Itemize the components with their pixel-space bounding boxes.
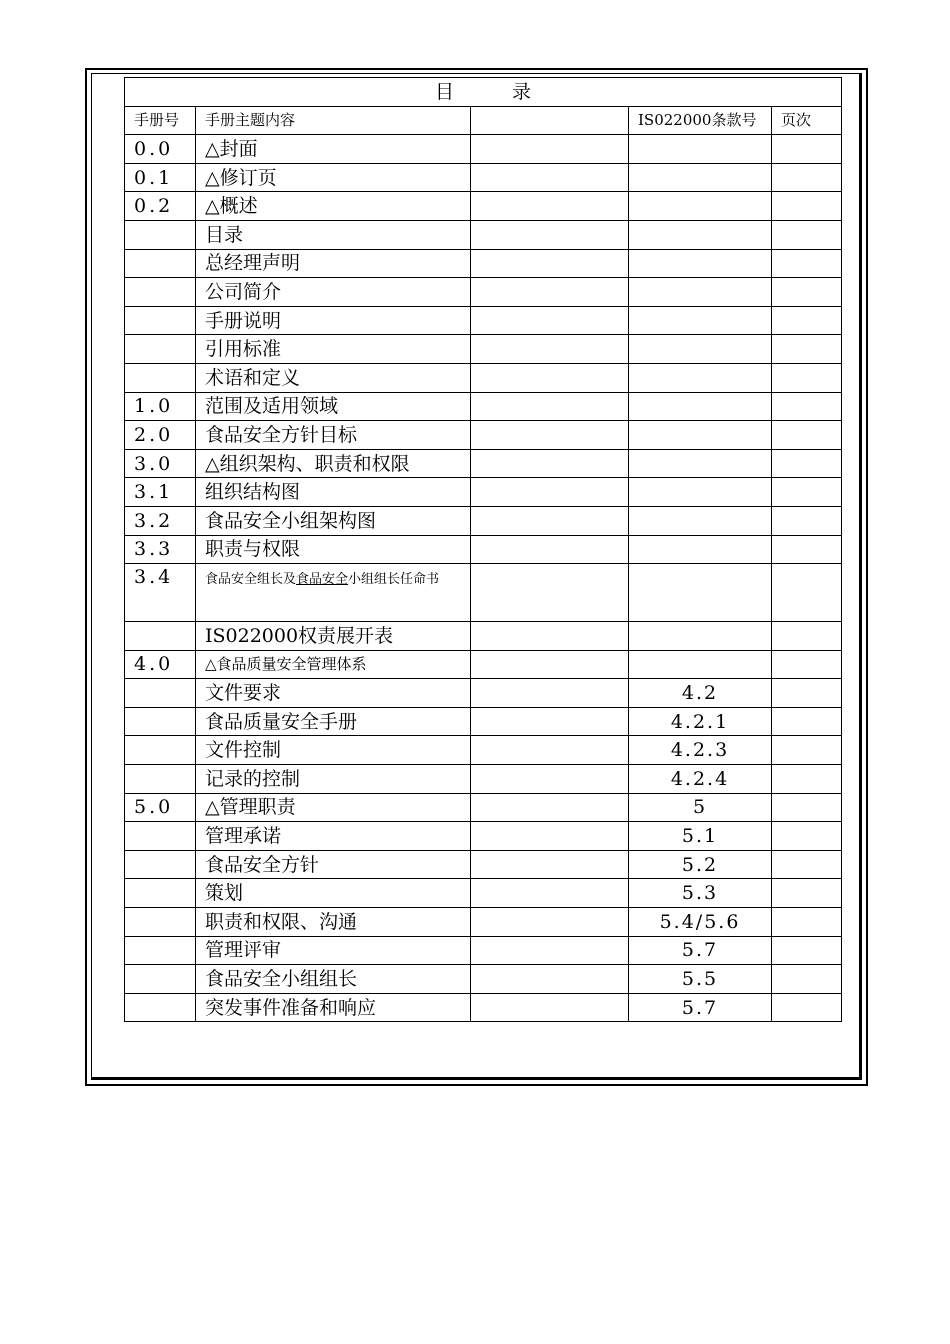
table-row <box>125 192 842 221</box>
row-page <box>772 306 842 335</box>
row-topic: 管理评审 <box>196 936 471 965</box>
row-number: 5.0 <box>125 793 196 822</box>
row-number <box>125 335 196 364</box>
row-topic: 职责与权限 <box>196 535 471 564</box>
row-number <box>125 363 196 392</box>
row-clause: 4.2 <box>629 679 772 708</box>
row-clause <box>629 421 772 450</box>
row-topic: 文件控制 <box>196 736 471 765</box>
title-char-1: 目 <box>434 80 454 103</box>
table-row <box>125 363 842 392</box>
row-clause: 5.3 <box>629 879 772 908</box>
table-row <box>125 793 842 822</box>
table-row <box>125 879 842 908</box>
row-page <box>772 535 842 564</box>
table-row <box>125 135 842 164</box>
table-row <box>125 478 842 507</box>
row-topic: 范围及适用领域 <box>196 392 471 421</box>
row-page <box>772 249 842 278</box>
row-clause: 4.2.3 <box>629 736 772 765</box>
row-page <box>772 908 842 937</box>
table-row <box>125 908 842 937</box>
header-no: 手册号 <box>125 106 196 135</box>
row-blank <box>471 736 629 765</box>
row-blank <box>471 363 629 392</box>
row-page <box>772 478 842 507</box>
row-clause <box>629 135 772 164</box>
row-clause: 5.4/5.6 <box>629 908 772 937</box>
table-row <box>125 822 842 851</box>
table-row <box>125 993 842 1022</box>
table-row <box>125 679 842 708</box>
row-topic: 总经理声明 <box>196 249 471 278</box>
row-blank <box>471 506 629 535</box>
row-blank <box>471 793 629 822</box>
table-row <box>125 421 842 450</box>
table-row <box>125 163 842 192</box>
row-blank <box>471 535 629 564</box>
table-row <box>125 622 842 651</box>
row-blank <box>471 220 629 249</box>
table-row <box>125 506 842 535</box>
header-clause: IS022000条款号 <box>629 106 772 135</box>
row-number <box>125 765 196 794</box>
row-topic: △管理职责 <box>196 793 471 822</box>
row-page <box>772 765 842 794</box>
row-number: 0.2 <box>125 192 196 221</box>
table-row <box>125 449 842 478</box>
row-blank <box>471 965 629 994</box>
row-blank <box>471 650 629 679</box>
topic-part-underlined: 食品安全 <box>296 572 349 588</box>
row-number <box>125 679 196 708</box>
table-row <box>125 736 842 765</box>
row-page <box>772 793 842 822</box>
row-number: 3.3 <box>125 535 196 564</box>
row-blank <box>471 306 629 335</box>
row-topic: 食品质量安全手册 <box>196 707 471 736</box>
row-page <box>772 421 842 450</box>
header-blank <box>471 106 629 135</box>
row-page <box>772 506 842 535</box>
row-clause <box>629 306 772 335</box>
row-page <box>772 650 842 679</box>
row-page <box>772 163 842 192</box>
row-clause <box>629 564 772 622</box>
row-number: 4.0 <box>125 650 196 679</box>
table-row <box>125 220 842 249</box>
row-clause <box>629 192 772 221</box>
header-page: 页次 <box>772 106 842 135</box>
row-blank <box>471 478 629 507</box>
row-page <box>772 850 842 879</box>
row-blank <box>471 908 629 937</box>
row-number <box>125 622 196 651</box>
row-topic: 目录 <box>196 220 471 249</box>
row-page <box>772 736 842 765</box>
row-blank <box>471 993 629 1022</box>
row-clause <box>629 478 772 507</box>
row-blank <box>471 135 629 164</box>
table-row <box>125 765 842 794</box>
row-topic: △概述 <box>196 192 471 221</box>
table-row <box>125 707 842 736</box>
row-topic: △食品质量安全管理体系 <box>196 650 471 679</box>
row-blank <box>471 622 629 651</box>
row-page <box>772 822 842 851</box>
row-topic: 食品安全方针 <box>196 850 471 879</box>
row-page <box>772 192 842 221</box>
row-clause <box>629 335 772 364</box>
row-blank <box>471 392 629 421</box>
row-clause <box>629 363 772 392</box>
row-number <box>125 936 196 965</box>
row-page <box>772 879 842 908</box>
row-topic: 职责和权限、沟通 <box>196 908 471 937</box>
row-number <box>125 993 196 1022</box>
row-clause: 4.2.4 <box>629 765 772 794</box>
row-blank <box>471 421 629 450</box>
table-row <box>125 850 842 879</box>
row-clause <box>629 249 772 278</box>
row-number: 2.0 <box>125 421 196 450</box>
row-topic: △组织架构、职责和权限 <box>196 449 471 478</box>
row-page <box>772 135 842 164</box>
row-topic: 文件要求 <box>196 679 471 708</box>
table-row <box>125 965 842 994</box>
row-page <box>772 449 842 478</box>
contents-table <box>124 77 842 1022</box>
row-topic: 管理承诺 <box>196 822 471 851</box>
row-topic: 食品安全方针目标 <box>196 421 471 450</box>
row-page <box>772 363 842 392</box>
row-clause <box>629 622 772 651</box>
row-topic: IS022000权责展开表 <box>196 622 471 651</box>
row-number <box>125 306 196 335</box>
row-page <box>772 622 842 651</box>
row-blank <box>471 278 629 307</box>
topic-part: 小组组长任命书 <box>348 572 440 588</box>
table-row <box>125 535 842 564</box>
row-number: 3.1 <box>125 478 196 507</box>
row-page <box>772 707 842 736</box>
row-number <box>125 278 196 307</box>
row-clause: 5.5 <box>629 965 772 994</box>
row-page <box>772 679 842 708</box>
row-topic: △封面 <box>196 135 471 164</box>
row-page <box>772 564 842 622</box>
row-topic <box>196 564 471 622</box>
header-row <box>125 106 842 135</box>
row-number <box>125 965 196 994</box>
table-row <box>125 335 842 364</box>
table-row <box>125 392 842 421</box>
row-blank <box>471 449 629 478</box>
row-number <box>125 220 196 249</box>
header-topic: 手册主题内容 <box>196 106 471 135</box>
title-char-2: 录 <box>512 80 532 103</box>
row-clause: 5.7 <box>629 993 772 1022</box>
row-blank <box>471 679 629 708</box>
row-clause: 5.1 <box>629 822 772 851</box>
row-blank <box>471 879 629 908</box>
topic-part: 食品安全组长及 <box>205 572 297 588</box>
row-topic: 突发事件准备和响应 <box>196 993 471 1022</box>
row-blank <box>471 822 629 851</box>
table-row <box>125 306 842 335</box>
row-topic: △修订页 <box>196 163 471 192</box>
row-page <box>772 392 842 421</box>
row-clause: 5.7 <box>629 936 772 965</box>
row-number <box>125 908 196 937</box>
row-topic: 食品安全小组架构图 <box>196 506 471 535</box>
row-clause <box>629 278 772 307</box>
row-clause: 5.2 <box>629 850 772 879</box>
row-blank <box>471 936 629 965</box>
table-row <box>125 650 842 679</box>
row-topic: 记录的控制 <box>196 765 471 794</box>
title-row <box>125 78 842 107</box>
row-number <box>125 879 196 908</box>
row-topic: 食品安全小组组长 <box>196 965 471 994</box>
row-blank <box>471 249 629 278</box>
table-row <box>125 249 842 278</box>
row-number: 0.1 <box>125 163 196 192</box>
row-number: 3.0 <box>125 449 196 478</box>
row-page <box>772 220 842 249</box>
row-clause <box>629 220 772 249</box>
row-clause <box>629 535 772 564</box>
row-number: 3.4 <box>125 564 196 622</box>
row-topic: 策划 <box>196 879 471 908</box>
row-clause <box>629 163 772 192</box>
row-page <box>772 993 842 1022</box>
row-clause <box>629 506 772 535</box>
row-clause <box>629 392 772 421</box>
row-blank <box>471 335 629 364</box>
row-topic: 术语和定义 <box>196 363 471 392</box>
row-number <box>125 822 196 851</box>
row-page <box>772 936 842 965</box>
row-clause: 4.2.1 <box>629 707 772 736</box>
row-number <box>125 850 196 879</box>
row-topic: 公司简介 <box>196 278 471 307</box>
row-clause <box>629 650 772 679</box>
page-title <box>125 78 842 107</box>
row-blank <box>471 707 629 736</box>
table-row <box>125 278 842 307</box>
row-number <box>125 707 196 736</box>
row-number <box>125 736 196 765</box>
row-clause <box>629 449 772 478</box>
row-number: 1.0 <box>125 392 196 421</box>
row-blank <box>471 192 629 221</box>
row-blank <box>471 163 629 192</box>
row-topic: 手册说明 <box>196 306 471 335</box>
row-topic: 引用标准 <box>196 335 471 364</box>
row-page <box>772 335 842 364</box>
row-blank <box>471 765 629 794</box>
row-clause: 5 <box>629 793 772 822</box>
row-page <box>772 965 842 994</box>
row-number: 3.2 <box>125 506 196 535</box>
table-row <box>125 936 842 965</box>
row-page <box>772 278 842 307</box>
row-blank <box>471 564 629 622</box>
row-number: 0.0 <box>125 135 196 164</box>
table-row <box>125 564 842 622</box>
row-blank <box>471 850 629 879</box>
row-number <box>125 249 196 278</box>
row-topic: 组织结构图 <box>196 478 471 507</box>
